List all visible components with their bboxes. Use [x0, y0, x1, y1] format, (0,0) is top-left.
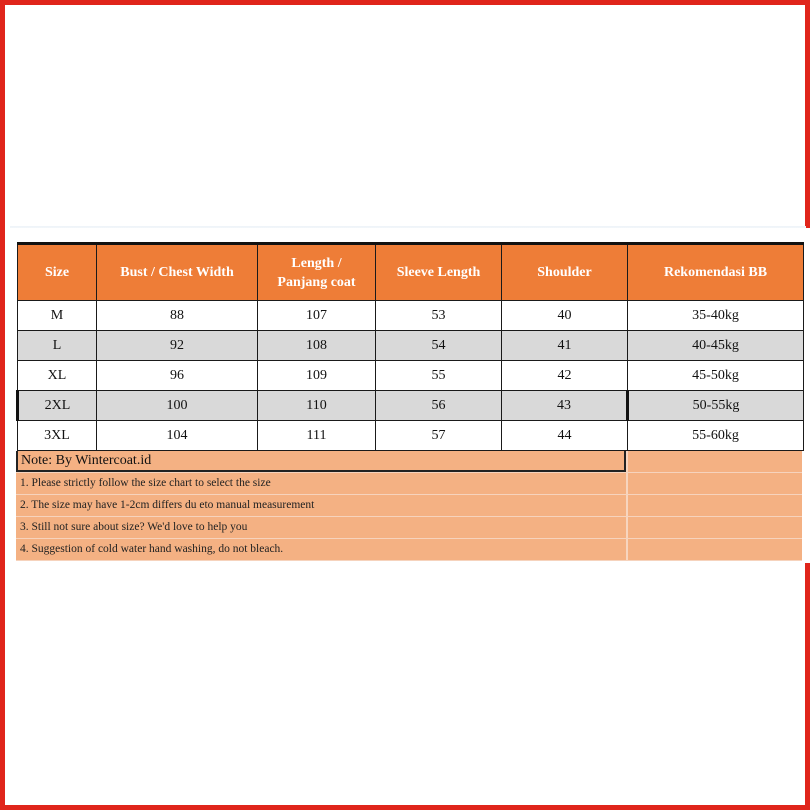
- table-row: [18, 421, 804, 451]
- cell-shoulder: 41: [502, 331, 628, 361]
- table-row: [18, 331, 804, 361]
- cell-size: M: [18, 301, 97, 331]
- note-text: 3. Still not sure about size? We'd love to help you: [16, 517, 626, 538]
- header-shoulder: Shoulder: [502, 244, 628, 301]
- list-item: [16, 539, 802, 561]
- table-row: [18, 301, 804, 331]
- header-bust-chest-width: Bust / Chest Width: [97, 244, 258, 301]
- notes-title: Note: By Wintercoat.id: [16, 451, 626, 472]
- cell-size: 3XL: [18, 421, 97, 451]
- table-row: [18, 391, 804, 421]
- notes-side-cell: [626, 451, 802, 472]
- list-item: [16, 495, 802, 517]
- notes-side-cell: [626, 495, 802, 516]
- notes-title-row: [16, 451, 802, 473]
- notes-side-cell: [626, 539, 802, 560]
- note-text: 2. The size may have 1-2cm differs du eto manual measurement: [16, 495, 626, 516]
- note-text: 4. Suggestion of cold water hand washing, do not bleach.: [16, 539, 626, 560]
- cell-shoulder: 44: [502, 421, 628, 451]
- notes-section: [16, 451, 802, 561]
- cell-shoulder: 40: [502, 301, 628, 331]
- cell-size: L: [18, 331, 97, 361]
- cell-length: 109: [258, 361, 376, 391]
- cell-bust: 96: [97, 361, 258, 391]
- cell-bust: 88: [97, 301, 258, 331]
- header-size: Size: [18, 244, 97, 301]
- cell-size: 2XL: [18, 391, 97, 421]
- size-chart-table: [16, 242, 804, 451]
- cell-sleeve: 53: [376, 301, 502, 331]
- cell-sleeve: 57: [376, 421, 502, 451]
- note-text: 1. Please strictly follow the size chart to select the size: [16, 473, 626, 494]
- cell-bust: 104: [97, 421, 258, 451]
- table-row: [18, 361, 804, 391]
- list-item: [16, 473, 802, 495]
- header-row: [18, 244, 804, 301]
- notes-side-cell: [626, 517, 802, 538]
- cell-length: 111: [258, 421, 376, 451]
- cell-length: 108: [258, 331, 376, 361]
- cell-shoulder: 42: [502, 361, 628, 391]
- cell-bust: 92: [97, 331, 258, 361]
- cell-length: 110: [258, 391, 376, 421]
- cell-weight: 55-60kg: [628, 421, 804, 451]
- cell-size: XL: [18, 361, 97, 391]
- header-rekomendasi-bb: Rekomendasi BB: [628, 244, 804, 301]
- header-sleeve-length: Sleeve Length: [376, 244, 502, 301]
- cell-sleeve: 56: [376, 391, 502, 421]
- header-length: Length / Panjang coat: [258, 244, 376, 301]
- cell-shoulder: 43: [502, 391, 628, 421]
- cell-sleeve: 54: [376, 331, 502, 361]
- notes-side-cell: [626, 473, 802, 494]
- cell-weight: 50-55kg: [628, 391, 804, 421]
- cell-weight: 35-40kg: [628, 301, 804, 331]
- cell-weight: 40-45kg: [628, 331, 804, 361]
- cell-weight: 45-50kg: [628, 361, 804, 391]
- cell-bust: 100: [97, 391, 258, 421]
- list-item: [16, 517, 802, 539]
- cell-length: 107: [258, 301, 376, 331]
- cell-sleeve: 55: [376, 361, 502, 391]
